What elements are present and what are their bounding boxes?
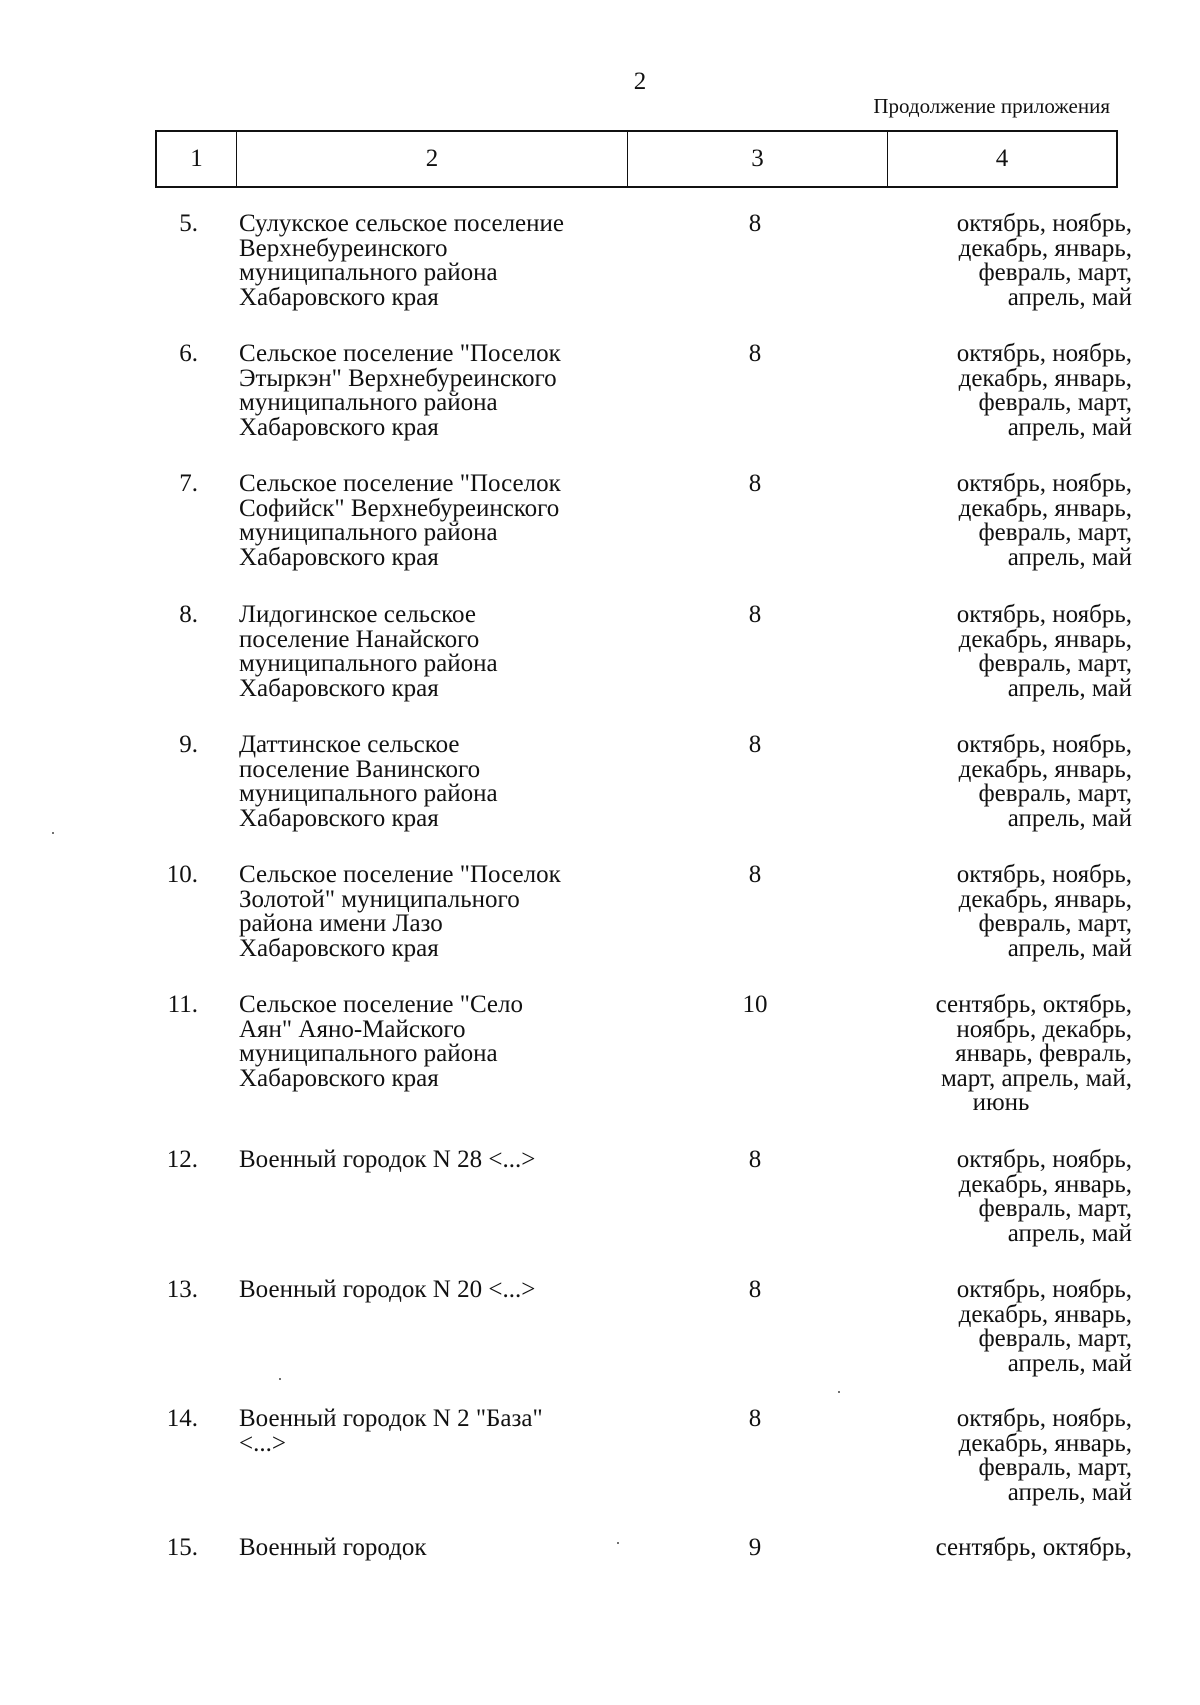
row-months-line: июнь <box>972 1089 1030 1116</box>
row-name-line: муниципального района <box>239 780 498 807</box>
row-count: 8 <box>748 1146 762 1173</box>
row-months-line: апрель, май <box>1007 283 1132 311</box>
row-name-line: Хабаровского края <box>239 934 439 962</box>
table-header <box>155 130 1118 188</box>
row-months-line: февраль, март, <box>978 1195 1132 1222</box>
row-months <box>870 863 1132 961</box>
row-months-line: февраль, март, <box>978 650 1132 677</box>
row-number: 14. <box>166 1405 198 1432</box>
row-months-line: апрель, май <box>1007 934 1132 962</box>
row-months-line: февраль, март, <box>978 780 1132 807</box>
row-name <box>239 733 629 831</box>
row-months-line: февраль, март, <box>978 1325 1132 1352</box>
row-months-line: апрель, май <box>1007 543 1132 571</box>
row-name-line: Хабаровского края <box>239 283 439 311</box>
row-name-line: Сельское поселение "Поселок <box>239 470 561 497</box>
row-number: 15. <box>166 1534 198 1561</box>
row-name-line: Военный городок N 20 <...> <box>239 1276 536 1303</box>
row-months <box>870 212 1132 310</box>
row-months-line: февраль, март, <box>978 519 1132 546</box>
row-name-line: муниципального района <box>239 1040 498 1067</box>
scan-speck <box>279 1378 281 1380</box>
row-name-line: Военный городок <box>239 1534 427 1561</box>
row-number: 7. <box>179 470 198 497</box>
row-months-line: декабрь, январь, <box>958 364 1132 392</box>
row-months-line: декабрь, январь, <box>958 1429 1132 1457</box>
row-name <box>239 1278 629 1303</box>
row-months-line: февраль, март, <box>978 1454 1132 1481</box>
row-name-line: Софийск" Верхнебуреинского <box>239 494 560 522</box>
header-cell-4: 4 <box>995 145 1009 172</box>
row-name <box>239 993 629 1091</box>
row-name-line: Даттинское сельское <box>239 731 460 758</box>
row-months-line: апрель, май <box>1007 1478 1132 1506</box>
row-number: 5. <box>179 210 198 237</box>
row-name-line: Сельское поселение "Поселок <box>239 861 561 888</box>
row-months-line: февраль, март, <box>978 389 1132 416</box>
row-months-line: март, апрель, май, <box>941 1064 1132 1092</box>
row-count: 8 <box>748 210 762 237</box>
row-name-line: Золотой" муниципального <box>239 885 520 913</box>
scan-speck <box>52 832 54 834</box>
row-number: 6. <box>179 340 198 367</box>
row-count: 9 <box>748 1534 762 1561</box>
row-months-line: апрель, май <box>1007 804 1132 832</box>
row-months-line: январь, февраль, <box>955 1040 1132 1067</box>
row-months <box>870 472 1132 570</box>
row-name-line: муниципального района <box>239 519 498 546</box>
row-number: 9. <box>179 731 198 758</box>
row-number: 10. <box>166 861 198 888</box>
row-name <box>239 603 629 701</box>
row-months <box>870 1148 1132 1246</box>
row-months-line: апрель, май <box>1007 674 1132 702</box>
row-months <box>870 993 1132 1116</box>
row-months-line: декабрь, январь, <box>958 234 1132 262</box>
row-name-line: муниципального района <box>239 650 498 677</box>
row-name <box>239 472 629 570</box>
header-cell-1: 1 <box>157 132 237 186</box>
scan-speck <box>617 1542 619 1544</box>
row-count: 8 <box>748 731 762 758</box>
row-months-line: октябрь, ноябрь, <box>956 601 1132 628</box>
row-number: 8. <box>179 601 198 628</box>
row-months-line: сентябрь, октябрь, <box>935 991 1132 1018</box>
row-months-line: октябрь, ноябрь, <box>956 861 1132 888</box>
row-months-line: декабрь, январь, <box>958 1300 1132 1328</box>
row-count: 8 <box>748 1276 762 1303</box>
row-months-line: октябрь, ноябрь, <box>956 1276 1132 1303</box>
row-months <box>870 603 1132 701</box>
row-name <box>239 1407 629 1456</box>
row-months-line: ноябрь, декабрь, <box>956 1015 1132 1043</box>
row-number: 13. <box>166 1276 198 1303</box>
row-months-line: апрель, май <box>1007 1219 1132 1247</box>
row-name-line: <...> <box>239 1429 286 1457</box>
row-months-line: февраль, март, <box>978 910 1132 937</box>
row-months-line: декабрь, январь, <box>958 1170 1132 1198</box>
row-name-line: Хабаровского края <box>239 543 439 571</box>
row-count: 8 <box>748 1405 762 1432</box>
row-name-line: Аян" Аяно-Майского <box>239 1015 466 1043</box>
header-cell-2: 2 <box>237 132 628 186</box>
row-months-line: декабрь, январь, <box>958 625 1132 653</box>
row-name <box>239 863 629 961</box>
row-number: 11. <box>167 991 198 1018</box>
row-months-line: декабрь, январь, <box>958 885 1132 913</box>
row-months-line: апрель, май <box>1007 413 1132 441</box>
row-name-line: Сельское поселение "Поселок <box>239 340 561 367</box>
row-name-line: муниципального района <box>239 259 498 286</box>
row-count: 8 <box>748 470 762 497</box>
row-name-line: Сельское поселение "Село <box>239 991 524 1018</box>
row-months-line: сентябрь, октябрь, <box>935 1534 1132 1561</box>
row-name-line: Сулукское сельское поселение <box>239 210 564 237</box>
row-name-line: Хабаровского края <box>239 1064 439 1092</box>
row-count: 8 <box>748 601 762 628</box>
row-name <box>239 212 629 310</box>
scan-speck <box>838 1391 840 1393</box>
row-name <box>239 1148 629 1173</box>
row-months <box>870 1536 1132 1561</box>
continuation-label: Продолжение приложения <box>873 94 1110 118</box>
row-months-line: октябрь, ноябрь, <box>956 210 1132 237</box>
row-months <box>870 342 1132 440</box>
row-months-line: октябрь, ноябрь, <box>956 1405 1132 1432</box>
row-months-line: декабрь, январь, <box>958 755 1132 783</box>
row-months-line: октябрь, ноябрь, <box>956 1146 1132 1173</box>
row-name-line: Хабаровского края <box>239 804 439 832</box>
row-months-line: октябрь, ноябрь, <box>956 731 1132 758</box>
row-months <box>870 1278 1132 1376</box>
row-months-line: февраль, март, <box>978 259 1132 286</box>
row-months-line: апрель, май <box>1007 1349 1132 1377</box>
row-name-line: Этыркэн" Верхнебуреинского <box>239 364 557 392</box>
row-name-line: Хабаровского края <box>239 413 439 441</box>
page-number: 2 <box>633 68 647 95</box>
row-name-line: Верхнебуреинского <box>239 234 448 262</box>
row-name-line: Военный городок N 28 <...> <box>239 1146 536 1173</box>
row-name-line: муниципального района <box>239 389 498 416</box>
row-months-line: октябрь, ноябрь, <box>956 340 1132 367</box>
row-months <box>870 1407 1132 1505</box>
header-cell-3: 3 <box>628 132 888 186</box>
row-name-line: поселение Ванинского <box>239 755 481 783</box>
row-name-line: Военный городок N 2 "База" <box>239 1405 543 1432</box>
row-count: 8 <box>748 861 762 888</box>
row-name <box>239 342 629 440</box>
row-name-line: района имени Лазо <box>239 910 443 937</box>
row-name-line: Хабаровского края <box>239 674 439 702</box>
row-months-line: декабрь, январь, <box>958 494 1132 522</box>
row-months-line: октябрь, ноябрь, <box>956 470 1132 497</box>
row-name <box>239 1536 629 1561</box>
row-name-line: поселение Нанайского <box>239 625 480 653</box>
row-number: 12. <box>166 1146 198 1173</box>
row-count: 8 <box>748 340 762 367</box>
row-name-line: Лидогинское сельское <box>239 601 476 628</box>
row-months <box>870 733 1132 831</box>
row-count: 10 <box>742 991 768 1018</box>
